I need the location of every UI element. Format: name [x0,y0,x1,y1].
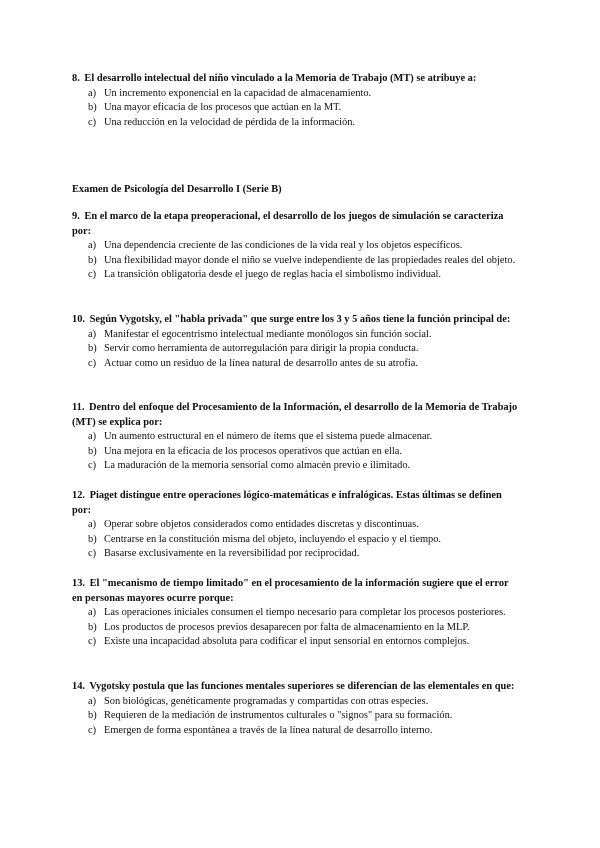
question-12 [72,489,518,562]
question-10 [72,313,518,371]
question-stem: 13. El "mecanismo de tiempo limitado" en el procesamiento de la información sugiere que el error en personas mayores ocurre porque: [72,578,509,604]
option-a: a) Las operaciones iniciales consumen el tiempo necesario para completar los procesos posteriores. [88,607,506,618]
option-a: a) Un aumento estructural en el número de ítems que el sistema puede almacenar. [88,431,433,442]
option-list [72,695,518,739]
option-b: b) Una mejora en la eficacia de los procesos operativos que actúan en ella. [88,445,403,457]
option-b: b) Una mayor eficacia de los procesos que actúan en la MT. [88,102,342,113]
option-list [72,239,518,283]
question-stem: 10. Según Vygotsky, el "habla privada" que surge entre los 3 y 5 años tiene la función principal de: [72,314,511,325]
option-b: b) Una flexibilidad mayor donde el niño se vuelve independiente de las propiedades reales del objeto. [88,254,516,266]
question-stem: 14. Vygotsky postula que las funciones mentales superiores se diferencian de las elementales en que: [72,681,515,692]
question-8 [72,72,518,130]
option-list [72,518,518,562]
option-a: a) Manifestar el egocentrismo intelectual mediante monólogos sin función social. [88,328,432,340]
option-a: a) Un incremento exponencial en la capacidad de almacenamiento. [88,87,372,99]
option-list [72,606,518,650]
option-list [72,87,518,131]
question-14 [72,680,518,738]
option-c: c) Existe una incapacidad absoluta para codificar el input sensorial en entornos complejos. [88,636,470,647]
question-11 [72,401,518,474]
question-13 [72,577,518,650]
question-stem: 11. Dentro del enfoque del Procesamiento de la Información, el desarrollo de la Memoria de Trabajo (MT) se explica por: [72,402,518,428]
option-c: c) Basarse exclusivamente en la reversibilidad por reciprocidad. [88,548,360,559]
option-c: c) La maduración de la memoria sensorial como almacén previo e ilimitado. [88,460,411,471]
option-b: b) Requieren de la mediación de instrumentos culturales o "signos" para su formación. [88,710,453,721]
option-a: a) Son biológicas, genéticamente programadas y compartidas con otras especies. [88,695,429,707]
option-c: c) Actuar como un residuo de la línea natural de desarrollo antes de su atrofia. [88,357,418,369]
question-stem: 8. El desarrollo intelectual del niño vinculado a la Memoria de Trabajo (MT) se atribuye a: [72,73,477,84]
question-stem: 12. Piaget distingue entre operaciones lógico-matemáticas e infralógicas. Estas últimas se definen por: [72,490,502,516]
option-c: c) La transición obligatoria desde el juego de reglas hacia el simbolismo individual. [88,269,442,280]
exam-title: Examen de Psicología del Desarrollo I (Serie B) [72,184,282,195]
option-b: b) Servir como herramienta de autorregulación para dirigir la propia conducta. [88,343,419,354]
option-a: a) Una dependencia creciente de las condiciones de la vida real y los objetos específicos. [88,240,463,251]
option-a: a) Operar sobre objetos considerados como entidades discretas y discontinuas. [88,519,419,530]
option-list [72,328,518,372]
option-c: c) Una reducción en la velocidad de pérdida de la información. [88,116,355,128]
question-stem: 9. En el marco de la etapa preoperacional, el desarrollo de los juegos de simulación se caracteriza por: [72,211,504,237]
option-list [72,430,518,474]
option-c: c) Emergen de forma espontánea a través de la línea natural de desarrollo interno. [88,724,433,736]
question-9 [72,210,518,283]
option-b: b) Los productos de procesos previos desaparecen por falta de almacenamiento en la MLP. [88,621,470,633]
option-b: b) Centrarse en la constitución misma del objeto, incluyendo el espacio y el tiempo. [88,533,442,545]
